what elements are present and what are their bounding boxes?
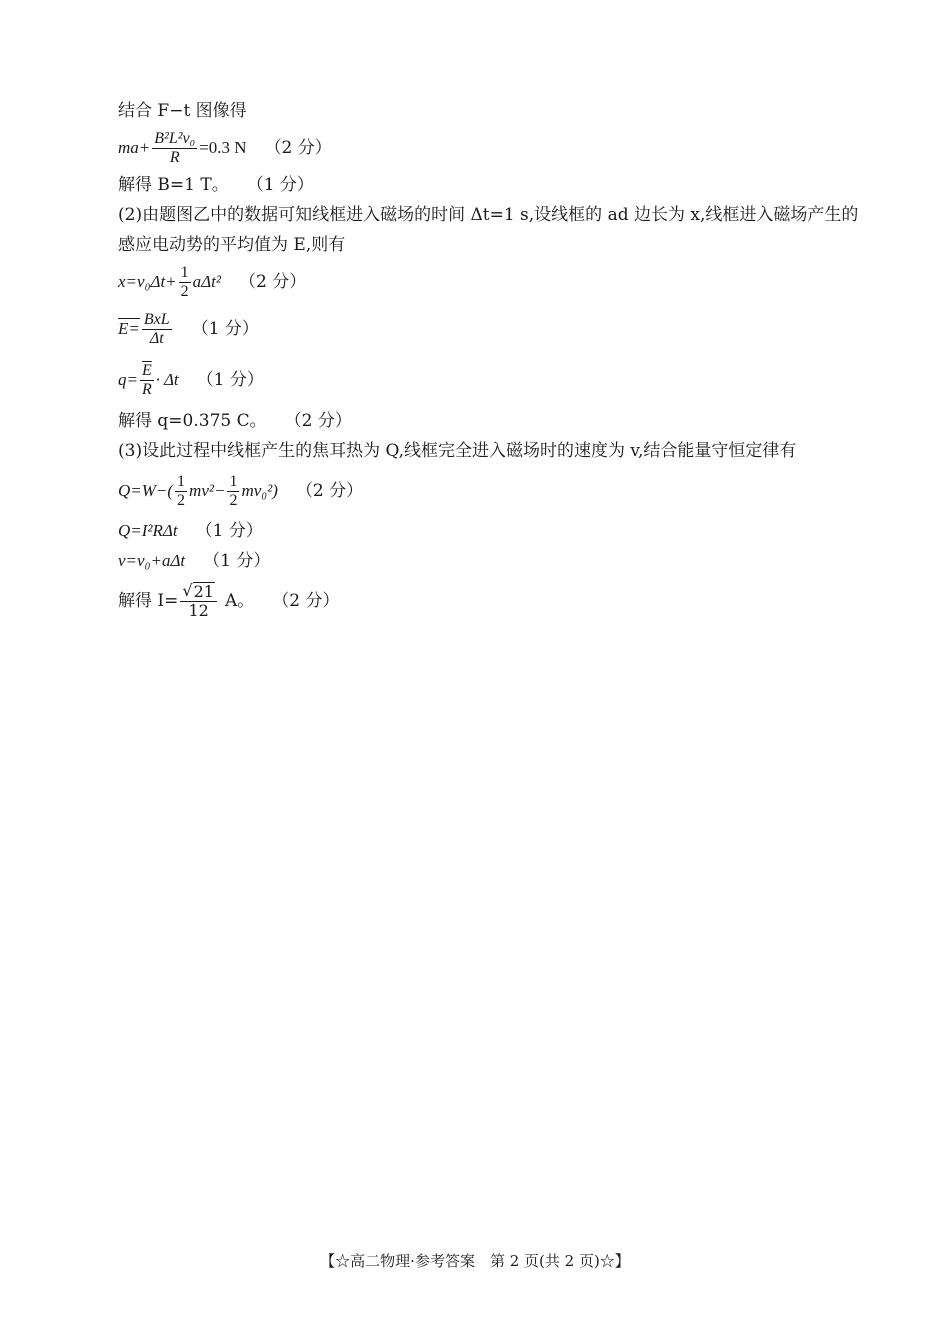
text-line-4 bbox=[118, 406, 863, 436]
score-label: （2 分） bbox=[238, 272, 307, 292]
formula-prefix: E= bbox=[118, 319, 140, 338]
fraction bbox=[152, 130, 197, 167]
formula-prefix: 解得 I= bbox=[118, 591, 179, 611]
numerator: $\overline{E}$ bbox=[141, 361, 152, 379]
score-label: （2 分） bbox=[295, 481, 364, 501]
formula-force bbox=[118, 126, 863, 170]
formula-x bbox=[118, 260, 863, 304]
score-label: （1 分） bbox=[191, 319, 259, 339]
denominator: 2 bbox=[229, 491, 238, 509]
formula bbox=[118, 130, 247, 167]
formula-prefix: x=v₀Δt+ bbox=[118, 272, 177, 291]
text-line-3 bbox=[118, 170, 863, 200]
denominator: 2 bbox=[180, 282, 189, 300]
formula-heat bbox=[118, 466, 863, 516]
fraction bbox=[140, 362, 154, 399]
formula-prefix: q= bbox=[118, 370, 138, 389]
fraction bbox=[227, 473, 239, 510]
formula-suffix: A。 bbox=[224, 591, 255, 611]
line-text: 解得 q=0.375 C。 bbox=[118, 411, 267, 431]
fraction bbox=[142, 311, 172, 348]
score-label: （1 分） bbox=[246, 175, 314, 195]
score-label: （1 分） bbox=[196, 370, 264, 390]
score-label: （2 分） bbox=[264, 138, 332, 158]
numerator: BxL bbox=[143, 310, 170, 328]
score-label: （2 分） bbox=[272, 591, 340, 611]
formula-suffix: mv₀²) bbox=[241, 481, 278, 500]
line-text: 解得 B=1 T。 bbox=[118, 175, 229, 195]
formula bbox=[118, 264, 221, 301]
fraction bbox=[179, 264, 191, 301]
radicand: 21 bbox=[193, 582, 214, 601]
numerator: B²L²v₀ bbox=[154, 129, 196, 147]
formula: v=v₀+aΔt bbox=[118, 551, 186, 570]
score-label: （2 分） bbox=[284, 411, 352, 431]
formula-current bbox=[118, 576, 863, 626]
numerator bbox=[180, 582, 217, 602]
formula: Q=I²RΔt bbox=[118, 521, 178, 540]
formula-suffix: =0.3 N bbox=[199, 138, 247, 157]
formula-prefix: ma+ bbox=[118, 138, 151, 157]
formula-velocity bbox=[118, 546, 863, 576]
numerator: 1 bbox=[229, 472, 238, 490]
line-text: 结合 F−t 图像得 bbox=[118, 101, 247, 121]
denominator: 2 bbox=[177, 491, 186, 509]
formula bbox=[118, 311, 174, 348]
denominator: 12 bbox=[188, 601, 209, 620]
paragraph-part-2: (2)由题图乙中的数据可知线框进入磁场的时间 Δt=1 s,设线框的 ad 边长为 x,线框进入磁场产生的感应电动势的平均值为 E,则有 bbox=[118, 205, 859, 255]
formula-suffix: aΔt² bbox=[192, 272, 221, 291]
denominator: Δt bbox=[149, 329, 164, 347]
formula-prefix: Q=W−( bbox=[118, 481, 174, 500]
fraction bbox=[180, 582, 217, 620]
formula-joule bbox=[118, 516, 863, 546]
page-footer: 【☆高二物理·参考答案 第 2 页(共 2 页)☆】 bbox=[320, 1252, 630, 1270]
numerator: 1 bbox=[177, 472, 186, 490]
fraction bbox=[175, 473, 187, 510]
denominator: R bbox=[141, 380, 152, 398]
sqrt-sign: √ bbox=[182, 581, 193, 600]
formula bbox=[118, 473, 278, 510]
text-line-1 bbox=[118, 96, 863, 126]
score-label: （1 分） bbox=[195, 521, 263, 541]
denominator: R bbox=[169, 148, 180, 166]
formula-emf bbox=[118, 304, 863, 354]
formula-charge bbox=[118, 354, 863, 406]
answer-content bbox=[118, 96, 863, 626]
paragraph-part-3: (3)设此过程中线框产生的焦耳热为 Q,线框完全进入磁场时的速度为 v,结合能量守恒定律有 bbox=[118, 441, 797, 461]
formula-middle: mv²− bbox=[189, 481, 226, 500]
numerator: 1 bbox=[180, 263, 189, 281]
score-label: （1 分） bbox=[203, 551, 271, 571]
formula-suffix: · Δt bbox=[155, 370, 179, 389]
formula bbox=[118, 362, 179, 399]
